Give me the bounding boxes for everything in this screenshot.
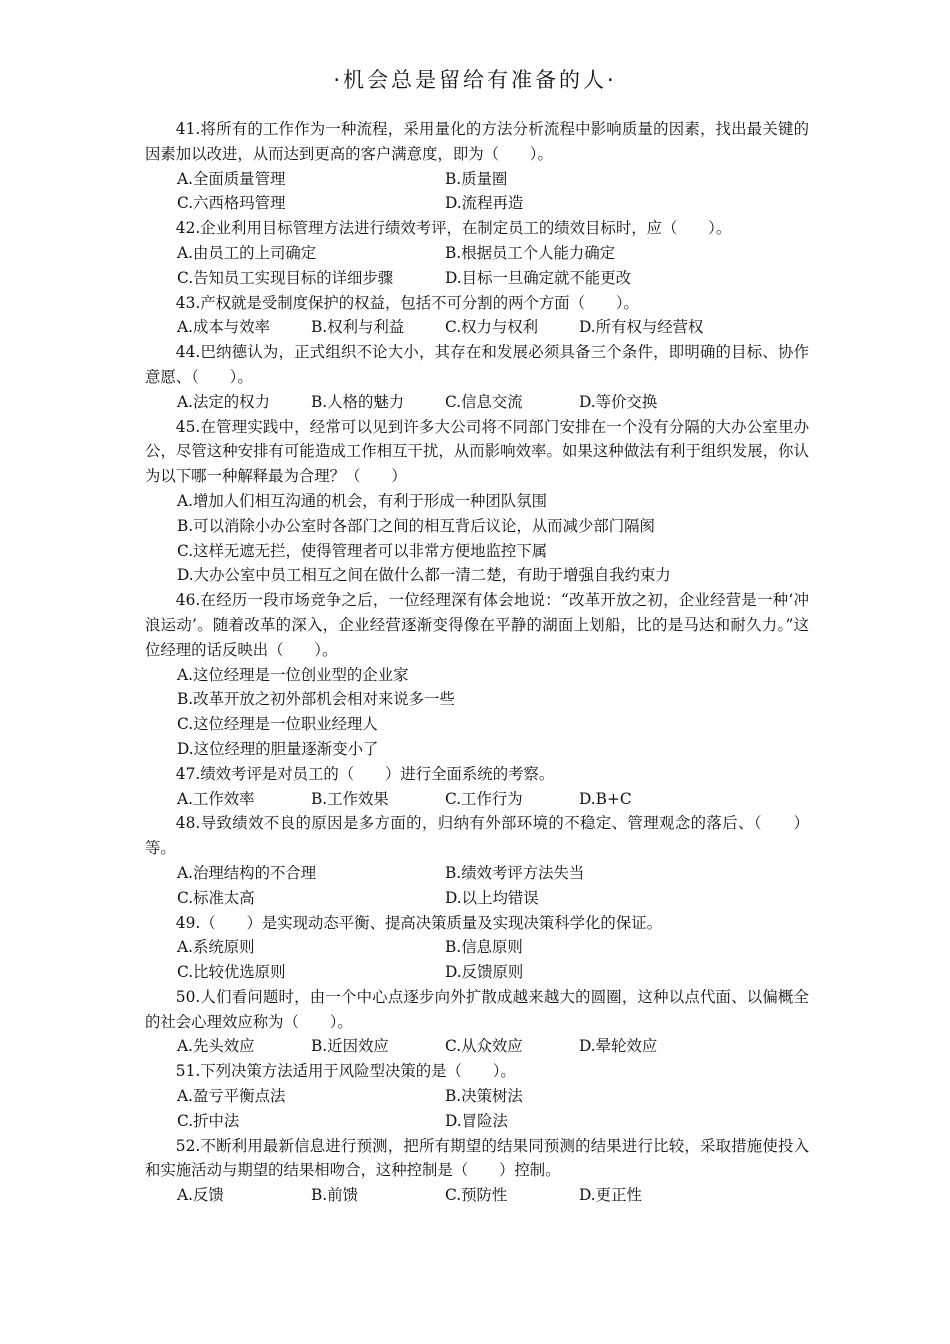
answer-option: B.人格的魅力	[311, 392, 405, 411]
option-list	[145, 489, 809, 588]
answer-option: A.增加人们相互沟通的机会，有利于形成一种团队氛围	[177, 491, 547, 510]
question-stem: 48.导致绩效不良的原因是多方面的，归纳有外部环境的不稳定、管理观念的落后、（ ）等。	[145, 814, 809, 858]
question-block	[145, 216, 809, 290]
answer-option: D.流程再造	[445, 194, 524, 213]
option-list	[145, 663, 809, 762]
answer-option: C.比较优选原则	[177, 963, 286, 982]
answer-option: A.治理结构的不合理	[177, 863, 317, 882]
answer-option: D.大办公室中员工相互之间在做什么都一清二楚，有助于增强自我约束力	[177, 566, 671, 585]
option-list	[145, 1183, 809, 1208]
option-list	[145, 861, 809, 911]
question-block	[145, 911, 809, 985]
answer-option: D.以上均错误	[445, 888, 539, 907]
option-list	[145, 390, 809, 415]
answer-option: A.反馈	[177, 1186, 224, 1205]
question-stem: 45.在管理实践中，经常可以见到许多大公司将不同部门安排在一个没有分隔的大办公室里办公，尽管这种安排有可能造成工作相互干扰，从而影响效率。如果这种做法有利于组织发展，你认为以下哪一种解释最为合理？（ ）	[145, 417, 809, 486]
answer-option: D.B+C	[579, 789, 632, 808]
answer-option: B.质量圈	[445, 169, 508, 188]
question-list	[145, 117, 809, 1208]
option-list	[145, 1084, 809, 1134]
question-block	[145, 762, 809, 812]
answer-option: A.这位经理是一位创业型的企业家	[177, 665, 409, 684]
answer-option: A.系统原则	[177, 938, 255, 957]
question-block	[145, 985, 809, 1059]
question-block	[145, 340, 809, 414]
answer-option: C.权力与权利	[445, 318, 539, 337]
question-block	[145, 811, 809, 910]
answer-option: B.工作效果	[311, 789, 389, 808]
answer-option: C.工作行为	[445, 789, 523, 808]
option-list	[145, 935, 809, 985]
answer-option: B.信息原则	[445, 938, 523, 957]
answer-option: D.反馈原则	[445, 963, 524, 982]
answer-option: C.这样无遮无拦，使得管理者可以非常方便地监控下属	[177, 541, 548, 560]
answer-option: D.所有权与经营权	[579, 318, 704, 337]
answer-option: B.前馈	[311, 1186, 358, 1205]
answer-option: C.信息交流	[445, 392, 523, 411]
answer-option: D.晕轮效应	[579, 1037, 658, 1056]
answer-option: B.可以消除小办公室时各部门之间的相互背后议论，从而减少部门隔阂	[177, 516, 655, 535]
question-stem: 43.产权就是受制度保护的权益，包括不可分割的两个方面（ ）。	[175, 293, 639, 312]
answer-option: C.折中法	[177, 1111, 240, 1130]
answer-option: A.盈亏平衡点法	[177, 1087, 286, 1106]
option-list	[145, 167, 809, 217]
question-block	[145, 1134, 809, 1208]
question-stem: 49.（ ）是实现动态平衡、提高决策质量及实现决策科学化的保证。	[175, 913, 662, 932]
option-list	[145, 241, 809, 291]
question-stem: 44.巴纳德认为，正式组织不论大小，其存在和发展必须具备三个条件，即明确的目标、协作意愿、（ ）。	[145, 343, 809, 386]
answer-option: B.决策树法	[445, 1087, 523, 1106]
question-block	[145, 415, 809, 589]
question-block	[145, 291, 809, 341]
answer-option: A.工作效率	[177, 789, 255, 808]
answer-option: D.目标一旦确定就不能更改	[445, 268, 631, 287]
answer-option: C.预防性	[445, 1186, 508, 1205]
question-stem: 50.人们看问题时，由一个中心点逐步向外扩散成越来越大的圆圈，这种以点代面、以偏概全的社会心理效应称为（ ）。	[145, 987, 809, 1031]
question-stem: 52.不断利用最新信息进行预测，把所有期望的结果同预测的结果进行比较，采取措施使投入和实施活动与期望的结果相吻合，这种控制是（ ）控制。	[145, 1136, 809, 1180]
answer-option: C.标准太高	[177, 888, 255, 907]
question-block	[145, 1059, 809, 1133]
header-motto: ·机会总是留给有准备的人·	[333, 68, 617, 92]
answer-option: C.这位经理是一位职业经理人	[177, 715, 378, 734]
question-block	[145, 117, 809, 216]
question-block	[145, 588, 809, 762]
answer-option: D.更正性	[579, 1186, 642, 1205]
answer-option: D.这位经理的胆量逐渐变小了	[177, 739, 379, 758]
question-stem: 47.绩效考评是对员工的（ ）进行全面系统的考察。	[175, 764, 555, 783]
answer-option: B.绩效考评方法失当	[445, 863, 585, 882]
answer-option: A.成本与效率	[177, 318, 270, 337]
answer-option: C.六西格玛管理	[177, 194, 286, 213]
question-stem: 46.在经历一段市场竞争之后，一位经理深有体会地说：“改革开放之初，企业经营是一种‘冲浪运动’。随着改革的深入，企业经营逐渐变得像在平静的湖面上划船，比的是马达和耐久力。”这位经理的话反映出（ ）。	[145, 591, 809, 659]
question-stem: 51.下列决策方法适用于风险型决策的是（ ）。	[175, 1062, 516, 1081]
answer-option: B.权利与利益	[311, 318, 405, 337]
answer-option: A.先头效应	[177, 1037, 255, 1056]
question-stem: 42.企业利用目标管理方法进行绩效考评，在制定员工的绩效目标时，应（ ）。	[175, 219, 732, 238]
option-list	[145, 1034, 809, 1059]
option-list	[145, 787, 809, 812]
answer-option: A.由员工的上司确定	[177, 243, 317, 262]
answer-option: B.根据员工个人能力确定	[445, 243, 616, 262]
answer-option: C.告知员工实现目标的详细步骤	[177, 268, 394, 287]
question-stem: 41.将所有的工作作为一种流程，采用量化的方法分析流程中影响质量的因素，找出最关键的因素加以改进，从而达到更高的客户满意度，即为（ ）。	[145, 120, 809, 163]
answer-option: A.全面质量管理	[177, 169, 286, 188]
answer-option: B.改革开放之初外部机会相对来说多一些	[177, 690, 455, 709]
answer-option: D.冒险法	[445, 1111, 508, 1130]
answer-option: D.等价交换	[579, 392, 658, 411]
option-list	[145, 315, 809, 340]
answer-option: A.法定的权力	[177, 392, 270, 411]
answer-option: B.近因效应	[311, 1037, 389, 1056]
answer-option: C.从众效应	[445, 1037, 523, 1056]
